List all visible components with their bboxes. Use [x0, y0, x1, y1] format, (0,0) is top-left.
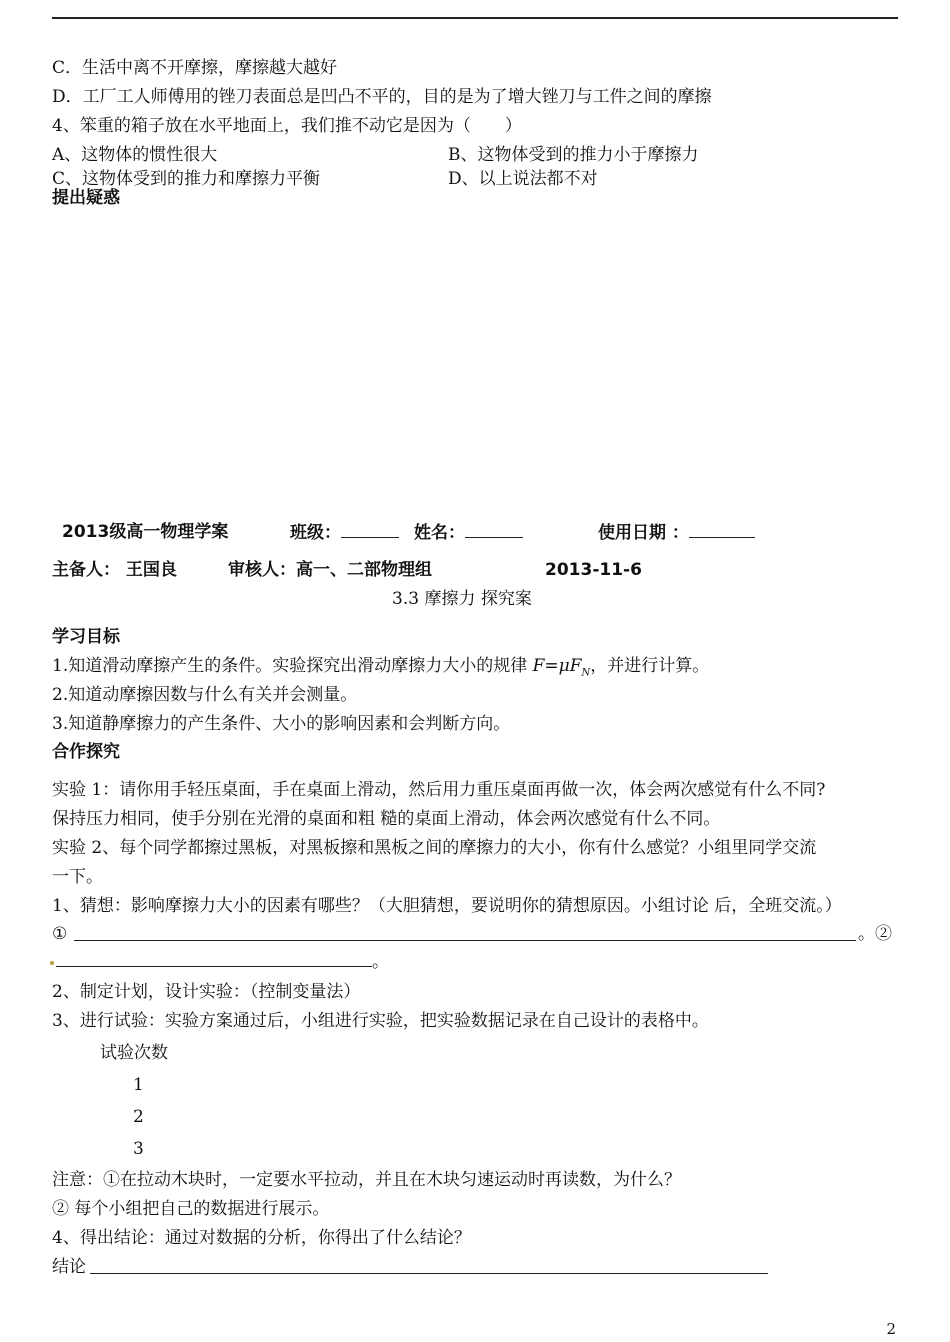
- class-label: 班级：: [290, 523, 341, 543]
- top-rule: [52, 17, 898, 19]
- class-field: [290, 521, 399, 544]
- option-c: C．生活中离不开摩擦，摩擦越大越好: [52, 58, 338, 78]
- date-field: [598, 521, 755, 544]
- conclude-step: 4、得出结论：通过对数据的分析，你得出了什么结论？: [52, 1228, 471, 1248]
- document-title: 2013级高一物理学案: [62, 522, 229, 542]
- plan-step: 2、制定计划，设计实验：（控制变量法）: [52, 982, 361, 1002]
- conclusion-answer-line[interactable]: [90, 1273, 768, 1274]
- class-blank[interactable]: [341, 521, 399, 538]
- guess-marker-1: ①: [52, 924, 68, 944]
- objective-1-suffix: ，并进行计算。: [590, 656, 710, 676]
- question-4-option-a: A、这物体的惯性很大: [52, 145, 218, 165]
- trial-3: 3: [133, 1139, 144, 1159]
- option-d: D．工厂工人师傅用的锉刀表面总是凹凸不平的，目的是为了增大锉刀与工件之间的摩擦: [52, 87, 712, 107]
- objective-2: 2.知道动摩擦因数与什么有关并会测量。: [52, 685, 358, 705]
- preparer: 主备人： 王国良: [52, 560, 177, 580]
- guess-end-period: 。: [372, 952, 389, 972]
- guess-marker-2: 。②: [858, 924, 892, 944]
- guess-prompt: 1、猜想：影响摩擦力大小的因素有哪些？（大胆猜想，要说明你的猜想原因。小组讨论 后，全班交流。）: [52, 896, 842, 916]
- question-4-option-d: D、以上说法都不对: [448, 169, 598, 189]
- objective-3: 3.知道静摩擦力的产生条件、大小的影响因素和会判断方向。: [52, 714, 511, 734]
- question-4-option-b: B、这物体受到的推力小于摩擦力: [448, 145, 699, 165]
- guess-answer-line-2[interactable]: [56, 966, 372, 967]
- objectives-heading: 学习目标: [52, 627, 120, 647]
- name-field: [414, 521, 523, 544]
- formula: F=μF: [532, 656, 582, 676]
- trial-count-header: 试验次数: [100, 1043, 168, 1063]
- trial-1: 1: [133, 1075, 144, 1095]
- note-2: ② 每个小组把自己的数据进行展示。: [52, 1199, 330, 1219]
- conclusion-label: 结论: [52, 1257, 86, 1277]
- trial-2: 2: [133, 1107, 144, 1127]
- objective-1-text: 1.知道滑动摩擦产生的条件。实验探究出滑动摩擦力大小的规律: [52, 656, 533, 676]
- experiment-1-line-2: 保持压力相同，使手分别在光滑的桌面和粗 糙的桌面上滑动，体会两次感觉有什么不同。: [52, 809, 721, 829]
- experiment-1-line-1: 实验 1：请你用手轻压桌面，手在桌面上滑动，然后用力重压桌面再做一次，体会两次感觉有什么不同?: [52, 780, 826, 800]
- formula-subscript: N: [581, 667, 591, 679]
- experiment-2-line-2: 一下。: [52, 867, 103, 887]
- subtitle: 3.3 摩擦力 探究案: [392, 589, 532, 609]
- name-label: 姓名：: [414, 523, 465, 543]
- experiment-2-line-1: 实验 2、每个同学都擦过黑板，对黑板擦和黑板之间的摩擦力的大小，你有什么感觉？小组里同学交流: [52, 838, 817, 858]
- note-1: 注意：①在拉动木块时，一定要水平拉动，并且在木块匀速运动时再读数，为什么？: [52, 1170, 681, 1190]
- guess-answer-line-1[interactable]: [74, 940, 856, 941]
- doubts-heading: 提出疑惑: [52, 188, 120, 208]
- objective-1: [52, 655, 709, 684]
- page-number: 2: [886, 1320, 896, 1338]
- cooperate-heading: 合作探究: [52, 742, 120, 762]
- reviewer: 审核人：高一、二部物理组: [228, 560, 432, 580]
- name-blank[interactable]: [465, 521, 523, 538]
- margin-mark: [50, 961, 54, 965]
- date-label: 使用日期 ：: [598, 523, 689, 543]
- date-blank[interactable]: [689, 521, 755, 538]
- header-date: 2013-11-6: [545, 560, 642, 580]
- conduct-step: 3、进行试验：实验方案通过后，小组进行实验，把实验数据记录在自己设计的表格中。: [52, 1011, 709, 1031]
- question-4: 4、笨重的箱子放在水平地面上，我们推不动它是因为（ ）: [52, 116, 522, 136]
- question-4-option-c: C、这物体受到的推力和摩擦力平衡: [52, 169, 321, 189]
